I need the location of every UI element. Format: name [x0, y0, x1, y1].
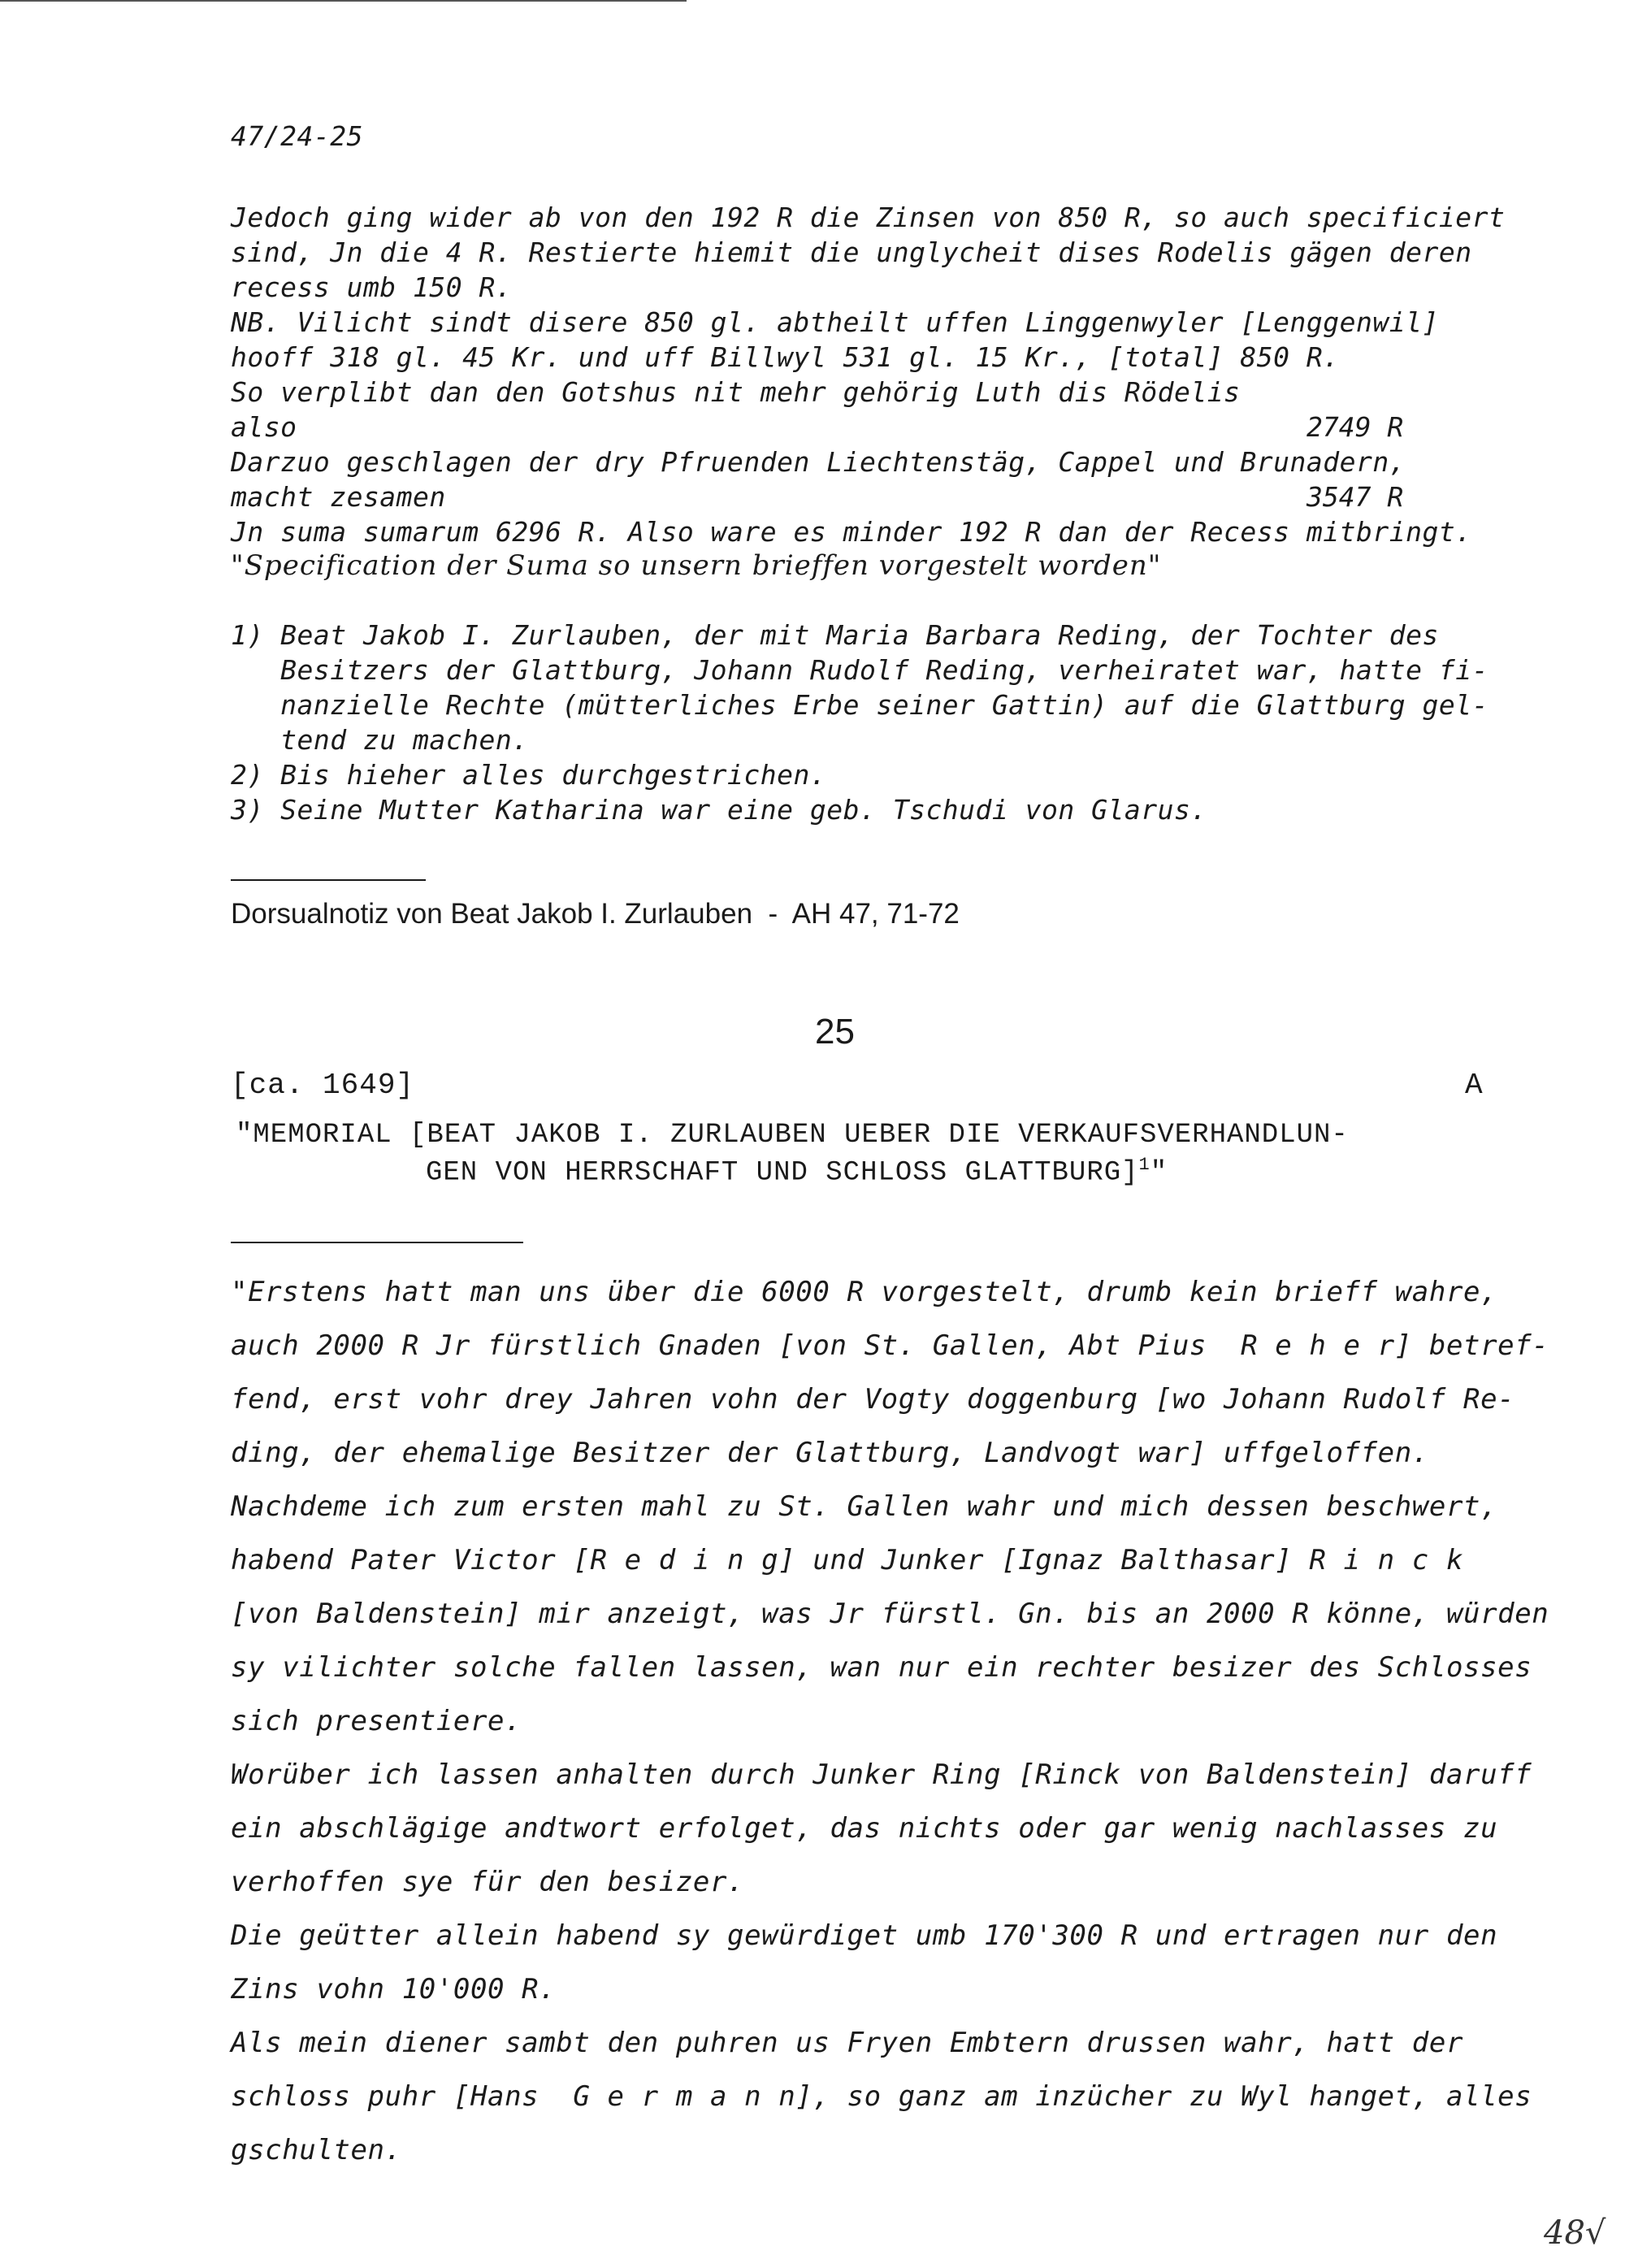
body-line: Worüber ich lassen anhalten durch Junker Ring [Rinck von Baldenstein] daruff	[231, 1758, 1532, 1791]
text-line: Darzuo geschlagen der dry Pfruenden Liechtenstäg, Cappel und Brunadern,	[231, 446, 1406, 478]
text-line: recess umb 150 R.	[231, 271, 513, 303]
body-line: sich presentiere.	[231, 1705, 522, 1737]
footnote-line: 2) Bis hieher alles durchgestrichen.	[231, 759, 827, 791]
body-line: schloss puhr [Hans G e r m a n n], so ganz am inzücher zu Wyl hanget, alles	[231, 2080, 1532, 2113]
section-divider	[231, 879, 426, 881]
body-line: sy vilichter solche fallen lassen, wan nur ein rechter besizer des Schlosses	[231, 1651, 1532, 1684]
amount-total: 3547 R	[1306, 481, 1404, 513]
body-line: ein abschlägige andtwort erfolget, das nichts oder gar wenig nachlasses zu	[231, 1812, 1498, 1845]
footnote-line: 1) Beat Jakob I. Zurlauben, der mit Maria Barbara Reding, der Tochter des	[231, 619, 1439, 651]
body-line: auch 2000 R Jr fürstlich Gnaden [von St. Gallen, Abt Pius R e h e r] betref-	[231, 1329, 1549, 1362]
body-line: Als mein diener sambt den puhren us Fryen Embtern drussen wahr, hatt der	[231, 2027, 1464, 2059]
text-line: also	[231, 411, 297, 443]
top-border-line	[0, 0, 687, 2]
body-line: "Erstens hatt man uns über die 6000 R vorgestelt, drumb kein brieff wahre,	[231, 1276, 1498, 1308]
text-line: Jedoch ging wider ab von den 192 R die Zinsen von 850 R, so auch specificiert	[231, 202, 1506, 233]
page-reference: 47/24-25	[231, 120, 363, 152]
body-line: ding, der ehemalige Besitzer der Glattburg, Landvogt war] uffgeloffen.	[231, 1437, 1429, 1469]
dorsual-note: Dorsualnotiz von Beat Jakob I. Zurlauben - AH 47, 71-72	[231, 898, 960, 930]
document-title-line-1: "MEMORIAL [BEAT JAKOB I. ZURLAUBEN UEBER DIE VERKAUFSVERHANDLUN-	[236, 1120, 1349, 1151]
script-line: "Specification der Suma so unsern brieffen vorgestelt worden"	[231, 549, 1162, 582]
body-line: verhoffen sye für den besizer.	[231, 1866, 745, 1898]
body-line: habend Pater Victor [R e d i n g] und Junker [Ignaz Balthasar] R i n c k	[231, 1544, 1464, 1576]
body-line: fend, erst vohr drey Jahren vohn der Vogty doggenburg [wo Johann Rudolf Re-	[231, 1383, 1515, 1416]
document-date: [ca. 1649]	[231, 1069, 415, 1102]
footnote-line: Besitzers der Glattburg, Johann Rudolf Reding, verheiratet war, hatte fi-	[231, 654, 1488, 686]
body-line: Die geütter allein habend sy gewürdiget umb 170'300 R und ertragen nur den	[231, 1919, 1498, 1952]
page-mark-handwritten: 48√	[1544, 2214, 1606, 2252]
document-number: 25	[815, 1012, 855, 1052]
body-line: Zins vohn 10'000 R.	[231, 1973, 557, 2006]
title-footnote-ref: 1	[1138, 1155, 1150, 1175]
body-line: gschulten.	[231, 2134, 402, 2166]
text-line: So verplibt dan den Gotshus nit mehr gehörig Luth dis Rödelis	[231, 376, 1241, 408]
document-title-line-2: GEN VON HERRSCHAFT UND SCHLOSS GLATTBURG]$^1$"	[426, 1155, 1168, 1189]
body-line: Nachdeme ich zum ersten mahl zu St. Gallen wahr und mich dessen beschwert,	[231, 1490, 1498, 1523]
section-divider	[231, 1242, 523, 1243]
amount-total: 2749 R	[1306, 411, 1404, 443]
text-line: NB. Vilicht sindt disere 850 gl. abtheilt uffen Linggenwyler [Lenggenwil]	[231, 306, 1439, 338]
text-line: hooff 318 gl. 45 Kr. und uff Billwyl 531 gl. 15 Kr., [total] 850 R.	[231, 341, 1340, 373]
text-line: Jn suma sumarum 6296 R. Also ware es minder 192 R dan der Recess mitbringt.	[231, 516, 1472, 548]
footnote-line: 3) Seine Mutter Katharina war eine geb. Tschudi von Glarus.	[231, 794, 1207, 826]
text-line: macht zesamen	[231, 481, 446, 513]
footnote-line: nanzielle Rechte (mütterliches Erbe seiner Gattin) auf die Glattburg gel-	[231, 689, 1488, 721]
body-line: [von Baldenstein] mir anzeigt, was Jr fürstl. Gn. bis an 2000 R könne, würden	[231, 1598, 1549, 1630]
text-line: sind, Jn die 4 R. Restierte hiemit die unglycheit dises Rodelis gägen deren	[231, 236, 1472, 268]
source-marker: A	[1465, 1069, 1484, 1102]
footnote-line: tend zu machen.	[231, 724, 529, 756]
